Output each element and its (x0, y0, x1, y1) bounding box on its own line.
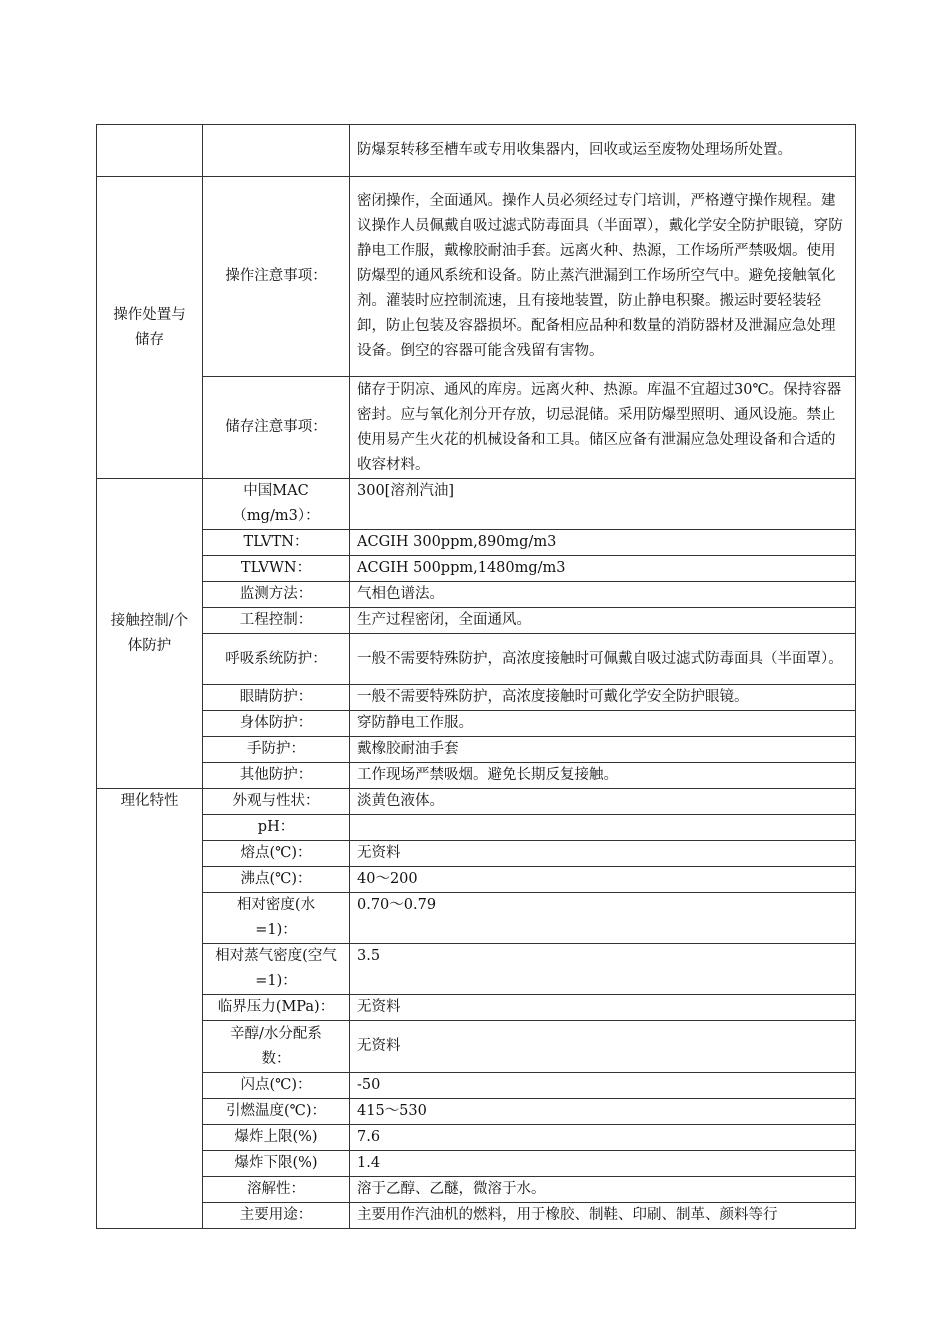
table-row (97, 789, 856, 815)
label-other-protection: 其他防护： (203, 763, 350, 789)
table-row (97, 377, 856, 479)
melting-point-value: 无资料 (350, 841, 856, 867)
engineering-control-value: 生产过程密闭，全面通风。 (350, 608, 856, 634)
upper-explosive-limit-value: 7.6 (350, 1125, 856, 1151)
eye-protection-value: 一般不需要特殊防护，高浓度接触时可戴化学安全防护眼镜。 (350, 685, 856, 711)
table-row (97, 1125, 856, 1151)
ignition-temperature-value: 415～530 (350, 1099, 856, 1125)
table-row (97, 530, 856, 556)
table-row (97, 841, 856, 867)
label-boiling-point: 沸点(℃)： (203, 867, 350, 893)
label-main-uses: 主要用途： (203, 1203, 350, 1229)
label-cell-empty (203, 125, 350, 177)
lower-explosive-limit-value: 1.4 (350, 1151, 856, 1177)
label-ph: pH： (203, 815, 350, 841)
table-row (97, 125, 856, 177)
table-row (97, 1177, 856, 1203)
handling-precautions-text: 密闭操作，全面通风。操作人员必须经过专门培训，严格遵守操作规程。建议操作人员佩戴自吸过滤式防毒面具（半面罩），戴化学安全防护眼镜，穿防静电工作服，戴橡胶耐油手套。远离火种、热源，工作场所严禁吸烟。使用防爆型的通风系统和设备。防止蒸汽泄漏到工作场所空气中。避免接触氧化剂。灌装时应控制流速，且有接地装置，防止静电积聚。搬运时要轻装轻卸，防止包装及容器损坏。配备相应品种和数量的消防器材及泄漏应急处理设备。倒空的容器可能含残留有害物。 (350, 177, 856, 377)
body-protection-value: 穿防静电工作服。 (350, 711, 856, 737)
table-row (97, 1151, 856, 1177)
label-hand-protection: 手防护： (203, 737, 350, 763)
table-row (97, 177, 856, 377)
label-body-protection: 身体防护： (203, 711, 350, 737)
appearance-value: 淡黄色液体。 (350, 789, 856, 815)
table-row (97, 608, 856, 634)
label-eye-protection: 眼睛防护： (203, 685, 350, 711)
flash-point-value: -50 (350, 1073, 856, 1099)
table-row (97, 479, 856, 530)
section-physicochemical: 理化特性 (97, 789, 203, 1229)
table-row (97, 634, 856, 685)
table-row (97, 815, 856, 841)
main-uses-value: 主要用作汽油机的燃料，用于橡胶、制鞋、印刷、制革、颜料等行 (350, 1203, 856, 1229)
section-exposure-control: 接触控制/个体防护 (97, 479, 203, 789)
other-protection-value: 工作现场严禁吸烟。避免长期反复接触。 (350, 763, 856, 789)
label-vapor-density: 相对蒸气密度(空气=1)： (203, 944, 350, 995)
label-partition-coefficient: 辛醇/水分配系数： (203, 1021, 350, 1073)
label-china-mac: 中国MAC（mg/m3）： (203, 479, 350, 530)
label-respiratory-protection: 呼吸系统防护： (203, 634, 350, 685)
label-relative-density: 相对密度(水=1)： (203, 893, 350, 944)
critical-pressure-value: 无资料 (350, 995, 856, 1021)
table-row (97, 556, 856, 582)
table-row (97, 582, 856, 608)
table-row (97, 763, 856, 789)
label-tlvwn: TLVWN： (203, 556, 350, 582)
label-flash-point: 闪点(℃)： (203, 1073, 350, 1099)
label-tlvtn: TLVTN： (203, 530, 350, 556)
label-ignition-temperature: 引燃温度(℃)： (203, 1099, 350, 1125)
table-row (97, 711, 856, 737)
label-critical-pressure: 临界压力(MPa)： (203, 995, 350, 1021)
hand-protection-value: 戴橡胶耐油手套 (350, 737, 856, 763)
boiling-point-value: 40～200 (350, 867, 856, 893)
disposal-text: 防爆泵转移至槽车或专用收集器内，回收或运至废物处理场所处置。 (350, 125, 856, 177)
table-row (97, 685, 856, 711)
label-storage-precautions: 储存注意事项： (203, 377, 350, 479)
china-mac-value: 300[溶剂汽油] (350, 479, 856, 530)
monitoring-method-value: 气相色谱法。 (350, 582, 856, 608)
table-row (97, 995, 856, 1021)
table-row (97, 893, 856, 944)
partition-coefficient-value: 无资料 (350, 1021, 856, 1073)
vapor-density-value: 3.5 (350, 944, 856, 995)
respiratory-protection-value: 一般不需要特殊防护，高浓度接触时可佩戴自吸过滤式防毒面具（半面罩）。 (350, 634, 856, 685)
label-upper-explosive-limit: 爆炸上限(%) (203, 1125, 350, 1151)
relative-density-value: 0.70～0.79 (350, 893, 856, 944)
solubility-value: 溶于乙醇、乙醚，微溶于水。 (350, 1177, 856, 1203)
label-engineering-control: 工程控制： (203, 608, 350, 634)
tlvwn-value: ACGIH 500ppm,1480mg/m3 (350, 556, 856, 582)
table-row (97, 867, 856, 893)
tlvtn-value: ACGIH 300ppm,890mg/m3 (350, 530, 856, 556)
label-appearance: 外观与性状： (203, 789, 350, 815)
label-solubility: 溶解性： (203, 1177, 350, 1203)
table-row (97, 1021, 856, 1073)
table-row (97, 944, 856, 995)
table-row (97, 1099, 856, 1125)
label-monitoring-method: 监测方法： (203, 582, 350, 608)
section-cell-empty (97, 125, 203, 177)
table-row (97, 737, 856, 763)
label-handling-precautions: 操作注意事项： (203, 177, 350, 377)
label-lower-explosive-limit: 爆炸下限(%) (203, 1151, 350, 1177)
storage-precautions-text: 储存于阴凉、通风的库房。远离火种、热源。库温不宜超过30℃。保持容器密封。应与氧化剂分开存放，切忌混储。采用防爆型照明、通风设施。禁止使用易产生火花的机械设备和工具。储区应备有泄漏应急处理设备和合适的收容材料。 (350, 377, 856, 479)
table-row (97, 1073, 856, 1099)
section-handling-storage: 操作处置与储存 (97, 177, 203, 479)
table-row (97, 1203, 856, 1229)
ph-value (350, 815, 856, 841)
label-melting-point: 熔点(℃)： (203, 841, 350, 867)
msds-table (96, 124, 856, 1229)
